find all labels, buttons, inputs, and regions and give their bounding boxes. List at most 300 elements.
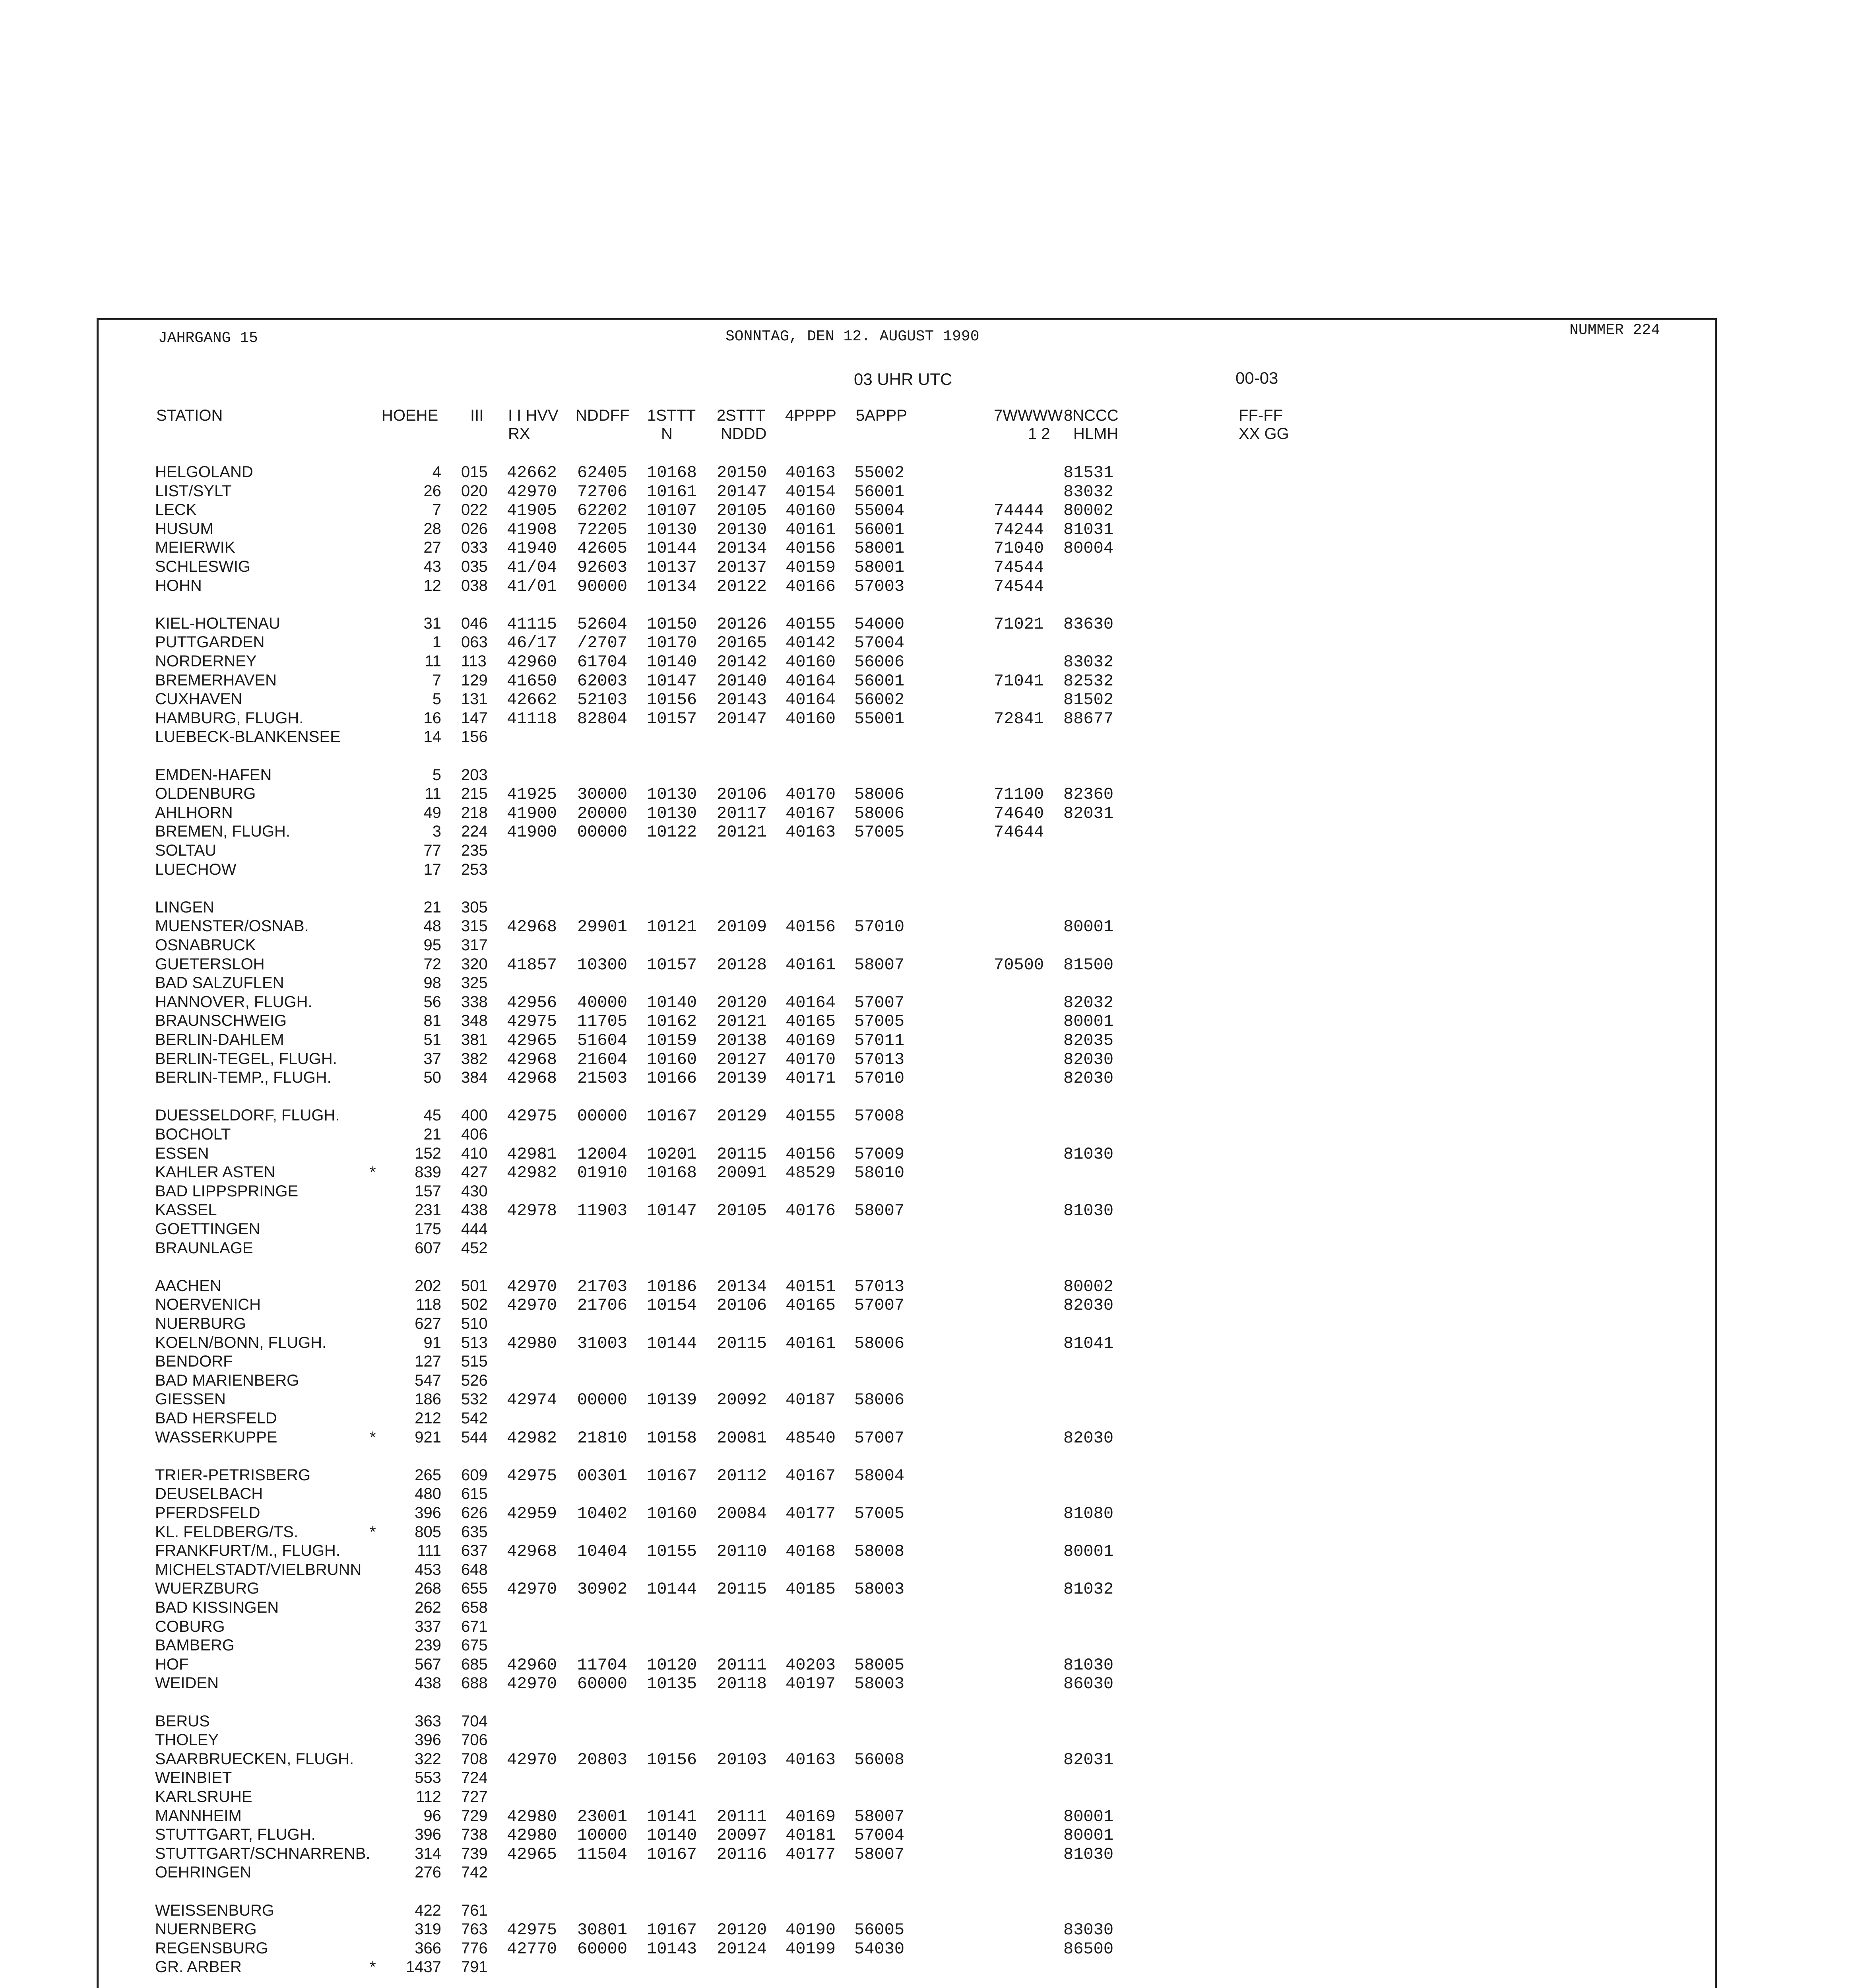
station-name: HOHN [155,577,202,594]
group-1sttt: 10160 [647,1050,697,1069]
station-index: 542 [461,1409,488,1427]
group-5appp: 58007 [854,1201,905,1220]
group-1sttt: 10137 [647,558,697,577]
station-name: KOELN/BONN, FLUGH. [155,1334,327,1351]
group-7wwww: 74644 [994,823,1044,842]
group-1sttt: 10157 [647,709,697,728]
group-2sttt: 20138 [717,1031,767,1050]
group-5appp: 58006 [854,1334,905,1353]
station-index: 406 [461,1126,488,1143]
station-height: 480 [415,1485,441,1503]
col-ffff-sub: XX GG [1239,425,1289,443]
group-ihvv: 41900 [507,804,557,823]
station-index: 763 [461,1920,488,1938]
group-1sttt: 10156 [647,1750,697,1769]
station-name: KAHLER ASTEN [155,1163,275,1181]
group-ihvv: 42975 [507,1107,557,1126]
station-height: 21 [423,1126,441,1143]
group-7wwww: 71021 [994,615,1044,634]
group-2sttt: 20111 [717,1807,767,1826]
col-2sttt-sub: NDDD [721,425,767,443]
group-nddff: 11705 [577,1012,628,1031]
group-nddff: 21703 [577,1277,628,1296]
group-8nccc: 86500 [1063,1939,1114,1959]
group-1sttt: 10143 [647,1939,697,1959]
station-name: DUESSELDORF, FLUGH. [155,1107,340,1124]
group-2sttt: 20115 [717,1580,767,1599]
station-height: 4 [432,463,441,481]
station-height: 607 [415,1239,441,1257]
station-name: BAD SALZUFLEN [155,974,284,992]
group-1sttt: 10155 [647,1542,697,1561]
group-5appp: 56001 [854,520,905,539]
group-8nccc: 80001 [1063,1826,1114,1845]
station-height: 363 [415,1712,441,1730]
group-7wwww: 74444 [994,501,1044,520]
group-1sttt: 10168 [647,463,697,482]
group-5appp: 57013 [854,1050,905,1069]
group-ihvv: 42980 [507,1807,557,1826]
group-4pppp: 40177 [785,1504,836,1523]
group-ihvv: 42970 [507,1750,557,1769]
station-name: BREMEN, FLUGH. [155,823,291,840]
station-height: 202 [415,1277,441,1295]
group-nddff: 00301 [577,1466,628,1485]
station-name: MUENSTER/OSNAB. [155,917,309,935]
station-index: 655 [461,1580,488,1597]
group-1sttt: 10157 [647,955,697,975]
group-4pppp: 40203 [785,1656,836,1675]
group-4pppp: 40164 [785,993,836,1012]
station-height: 839 [415,1163,441,1181]
group-8nccc: 82031 [1063,804,1114,823]
station-index: 515 [461,1353,488,1370]
station-height: 98 [423,974,441,992]
group-nddff: 72205 [577,520,628,539]
group-1sttt: 10159 [647,1031,697,1050]
group-nddff: 29901 [577,917,628,936]
station-index: 022 [461,501,488,518]
station-height: 111 [417,1542,441,1559]
station-height: 51 [423,1031,441,1048]
group-8nccc: 81032 [1063,1580,1114,1599]
station-height: 319 [415,1920,441,1938]
group-2sttt: 20126 [717,615,767,634]
group-ihvv: 42980 [507,1826,557,1845]
station-index: 526 [461,1372,488,1389]
station-index: 791 [461,1958,488,1976]
group-1sttt: 10135 [647,1674,697,1693]
station-index: 513 [461,1334,488,1351]
group-8nccc: 82030 [1063,1429,1114,1448]
station-index: 609 [461,1466,488,1484]
group-1sttt: 10122 [647,823,697,842]
group-5appp: 56001 [854,482,905,501]
group-4pppp: 40166 [785,577,836,596]
group-1sttt: 10160 [647,1504,697,1523]
group-8nccc: 82532 [1063,672,1114,691]
col-iii: III [470,407,484,424]
group-8nccc: 81041 [1063,1334,1114,1353]
group-nddff: 01910 [577,1163,628,1182]
group-2sttt: 20111 [717,1656,767,1675]
station-index: 438 [461,1201,488,1219]
group-2sttt: 20081 [717,1429,767,1448]
group-ihvv: 42970 [507,1277,557,1296]
group-5appp: 58006 [854,804,905,823]
group-4pppp: 40156 [785,917,836,936]
station-height: 547 [415,1372,441,1389]
col-8nccc-sub: HLMH [1073,425,1119,443]
station-height: 337 [415,1618,441,1635]
station-name: BERLIN-DAHLEM [155,1031,284,1048]
station-index: 685 [461,1656,488,1673]
group-1sttt: 10130 [647,785,697,804]
station-height: 322 [415,1750,441,1768]
group-5appp: 58007 [854,1807,905,1826]
group-5appp: 57008 [854,1107,905,1126]
group-8nccc: 81031 [1063,520,1114,539]
group-1sttt: 10167 [647,1920,697,1939]
group-4pppp: 40171 [785,1069,836,1088]
group-nddff: 52604 [577,615,628,634]
group-ihvv: 41650 [507,672,557,691]
station-height: 627 [415,1315,441,1332]
station-height: 157 [415,1182,441,1200]
station-height: 265 [415,1466,441,1484]
station-name: HAMBURG, FLUGH. [155,709,304,727]
station-index: 671 [461,1618,488,1635]
group-8nccc: 86030 [1063,1674,1114,1693]
col-5appp: 5APPP [856,407,907,424]
group-2sttt: 20147 [717,709,767,728]
station-height: 96 [423,1807,441,1825]
group-nddff: 21604 [577,1050,628,1069]
group-1sttt: 10139 [647,1390,697,1409]
station-index: 615 [461,1485,488,1503]
col-nddff: NDDFF [576,407,630,424]
station-index: 510 [461,1315,488,1332]
group-2sttt: 20122 [717,577,767,596]
group-nddff: 00000 [577,1390,628,1409]
bulletin-frame [97,318,1717,1988]
station-index: 501 [461,1277,488,1295]
station-height: 72 [423,955,441,973]
group-1sttt: 10166 [647,1069,697,1088]
group-nddff: 52103 [577,690,628,709]
mountain-marker: * [370,1958,376,1976]
station-name: GUETERSLOH [155,955,265,973]
station-name: KIEL-HOLTENAU [155,615,280,632]
col-ihvv-sub: RX [508,425,530,443]
group-nddff: 82804 [577,709,628,728]
group-ihvv: 41/01 [507,577,557,596]
station-height: 112 [416,1788,441,1806]
station-name: BAMBERG [155,1637,235,1654]
col-1sttt-sub: N [661,425,673,443]
station-name: LIST/SYLT [155,482,232,500]
col-1sttt: 1STTT [647,407,696,424]
group-ihvv: 42975 [507,1466,557,1485]
group-2sttt: 20103 [717,1750,767,1769]
group-2sttt: 20105 [717,501,767,520]
group-4pppp: 40169 [785,1031,836,1050]
station-height: 3 [432,823,441,840]
group-5appp: 57007 [854,993,905,1012]
station-name: BRAUNLAGE [155,1239,253,1257]
group-8nccc: 81502 [1063,690,1114,709]
group-2sttt: 20097 [717,1826,767,1845]
group-nddff: 11504 [577,1845,628,1864]
station-name: PFERDSFELD [155,1504,260,1522]
station-height: 453 [415,1561,441,1578]
station-index: 738 [461,1826,488,1843]
group-4pppp: 40165 [785,1012,836,1031]
group-8nccc: 80001 [1063,1807,1114,1826]
station-height: 21 [423,899,441,916]
group-nddff: 60000 [577,1674,628,1693]
group-2sttt: 20142 [717,652,767,672]
group-2sttt: 20137 [717,558,767,577]
station-height: 45 [423,1107,441,1124]
station-index: 544 [461,1429,488,1446]
group-5appp: 56001 [854,672,905,691]
group-5appp: 57009 [854,1145,905,1164]
group-ihvv: 42968 [507,917,557,936]
station-name: NUERNBERG [155,1920,257,1938]
station-name: SAARBRUECKEN, FLUGH. [155,1750,354,1768]
station-height: 77 [423,842,441,859]
group-1sttt: 10144 [647,1580,697,1599]
group-ihvv: 42959 [507,1504,557,1523]
group-8nccc: 80001 [1063,1542,1114,1561]
station-height: 43 [423,558,441,575]
station-index: 035 [461,558,488,575]
group-4pppp: 40154 [785,482,836,501]
station-name: WUERZBURG [155,1580,260,1597]
station-height: 17 [423,861,441,878]
station-index: 626 [461,1504,488,1522]
group-nddff: 11704 [577,1656,628,1675]
group-ihvv: 42970 [507,482,557,501]
group-nddff: 20000 [577,804,628,823]
station-height: 152 [415,1145,441,1162]
group-nddff: 62202 [577,501,628,520]
group-4pppp: 40160 [785,709,836,728]
station-index: 776 [461,1939,488,1957]
col-hoehe: HOEHE [382,407,438,424]
group-5appp: 57004 [854,1826,905,1845]
group-2sttt: 20121 [717,1012,767,1031]
group-1sttt: 10147 [647,672,697,691]
group-1sttt: 10201 [647,1145,697,1164]
group-2sttt: 20120 [717,1920,767,1939]
group-nddff: 00000 [577,1107,628,1126]
group-2sttt: 20115 [717,1145,767,1164]
group-4pppp: 40156 [785,539,836,558]
station-name: GOETTINGEN [155,1220,260,1238]
group-4pppp: 40199 [785,1939,836,1959]
station-index: 688 [461,1674,488,1692]
group-1sttt: 10170 [647,633,697,652]
volume-label: JAHRGANG 15 [158,330,258,347]
station-height: 91 [423,1334,441,1351]
group-5appp: 55001 [854,709,905,728]
station-height: 553 [415,1769,441,1786]
station-name: SOLTAU [155,842,217,859]
station-name: LUECHOW [155,861,237,878]
station-height: 14 [423,728,441,746]
group-8nccc: 81500 [1063,955,1114,975]
station-index: 215 [461,785,488,802]
station-name: PUTTGARDEN [155,633,265,651]
group-2sttt: 20118 [717,1674,767,1693]
group-1sttt: 10167 [647,1845,697,1864]
group-1sttt: 10140 [647,1826,697,1845]
group-8nccc: 83030 [1063,1920,1114,1939]
group-5appp: 58001 [854,539,905,558]
station-index: 382 [461,1050,488,1068]
group-1sttt: 10161 [647,482,697,501]
station-index: 147 [461,709,488,727]
station-index: 033 [461,539,488,556]
station-name: BENDORF [155,1353,233,1370]
group-2sttt: 20120 [717,993,767,1012]
group-2sttt: 20128 [717,955,767,975]
station-height: 396 [415,1504,441,1522]
group-ihvv: 41118 [507,709,557,728]
station-height: 28 [423,520,441,538]
group-2sttt: 20110 [717,1542,767,1561]
group-8nccc: 82031 [1063,1750,1114,1769]
group-5appp: 55002 [854,463,905,482]
group-2sttt: 20134 [717,539,767,558]
group-8nccc: 82035 [1063,1031,1114,1050]
station-index: 315 [461,917,488,935]
group-4pppp: 40167 [785,804,836,823]
group-2sttt: 20092 [717,1390,767,1409]
group-5appp: 55004 [854,501,905,520]
station-name: MANNHEIM [155,1807,242,1825]
col-ihvv: I I HVV [508,407,559,424]
station-height: 268 [415,1580,441,1597]
group-1sttt: 10121 [647,917,697,936]
group-4pppp: 40170 [785,785,836,804]
group-ihvv: 41940 [507,539,557,558]
group-8nccc: 80002 [1063,501,1114,520]
group-5appp: 57005 [854,1504,905,1523]
station-index: 320 [461,955,488,973]
group-ihvv: 42982 [507,1163,557,1182]
station-index: 427 [461,1163,488,1181]
station-name: GR. ARBER [155,1958,242,1976]
station-index: 305 [461,899,488,916]
station-name: LINGEN [155,899,214,916]
group-1sttt: 10130 [647,804,697,823]
group-4pppp: 40187 [785,1390,836,1409]
station-height: 276 [415,1864,441,1881]
group-8nccc: 80002 [1063,1277,1114,1296]
group-8nccc: 80001 [1063,1012,1114,1031]
group-4pppp: 40176 [785,1201,836,1220]
group-4pppp: 40177 [785,1845,836,1864]
group-nddff: 11903 [577,1201,628,1220]
station-height: 314 [415,1845,441,1862]
group-2sttt: 20143 [717,690,767,709]
group-nddff: 30902 [577,1580,628,1599]
station-name: WASSERKUPPE [155,1429,277,1446]
station-index: 400 [461,1107,488,1124]
station-index: 015 [461,463,488,481]
station-index: 113 [461,652,487,670]
station-index: 729 [461,1807,488,1825]
group-nddff: /2707 [577,633,628,652]
group-ihvv: 41857 [507,955,557,975]
group-8nccc: 82030 [1063,1069,1114,1088]
station-height: 805 [415,1523,441,1541]
group-8nccc: 82360 [1063,785,1114,804]
col-4pppp: 4PPPP [785,407,836,424]
group-ihvv: 42770 [507,1939,557,1959]
station-index: 038 [461,577,488,594]
station-name: HANNOVER, FLUGH. [155,993,312,1011]
group-2sttt: 20091 [717,1163,767,1182]
group-5appp: 58007 [854,955,905,975]
station-name: MICHELSTADT/VIELBRUNN [155,1561,362,1578]
group-1sttt: 10130 [647,520,697,539]
station-index: 727 [461,1788,488,1806]
group-ihvv: 41905 [507,501,557,520]
station-name: BERLIN-TEMP., FLUGH. [155,1069,332,1086]
group-1sttt: 10158 [647,1429,697,1448]
group-1sttt: 10150 [647,615,697,634]
station-name: REGENSBURG [155,1939,268,1957]
station-index: 020 [461,482,488,500]
group-5appp: 56002 [854,690,905,709]
group-5appp: 58003 [854,1674,905,1693]
station-name: MEIERWIK [155,539,235,556]
mountain-marker: * [370,1523,376,1541]
station-index: 317 [461,936,488,954]
station-index: 706 [461,1731,488,1749]
group-5appp: 54000 [854,615,905,634]
group-4pppp: 40163 [785,463,836,482]
station-index: 708 [461,1750,488,1768]
group-ihvv: 42978 [507,1201,557,1220]
station-index: 648 [461,1561,488,1578]
group-4pppp: 48540 [785,1429,836,1448]
group-4pppp: 40168 [785,1542,836,1561]
station-name: BRAUNSCHWEIG [155,1012,287,1029]
station-height: 48 [423,917,441,935]
group-5appp: 58004 [854,1466,905,1485]
group-ihvv: 42960 [507,1656,557,1675]
group-7wwww: 71100 [994,785,1044,804]
station-index: 742 [461,1864,488,1881]
group-1sttt: 10120 [647,1656,697,1675]
group-7wwww: 71041 [994,672,1044,691]
time-window: 00-03 [1235,369,1278,387]
group-1sttt: 10107 [647,501,697,520]
group-5appp: 57004 [854,633,905,652]
station-height: 7 [432,501,441,518]
station-name: WEIDEN [155,1674,219,1692]
group-1sttt: 10162 [647,1012,697,1031]
group-5appp: 57010 [854,1069,905,1088]
station-index: 046 [461,615,488,632]
group-4pppp: 40160 [785,652,836,672]
group-nddff: 31003 [577,1334,628,1353]
